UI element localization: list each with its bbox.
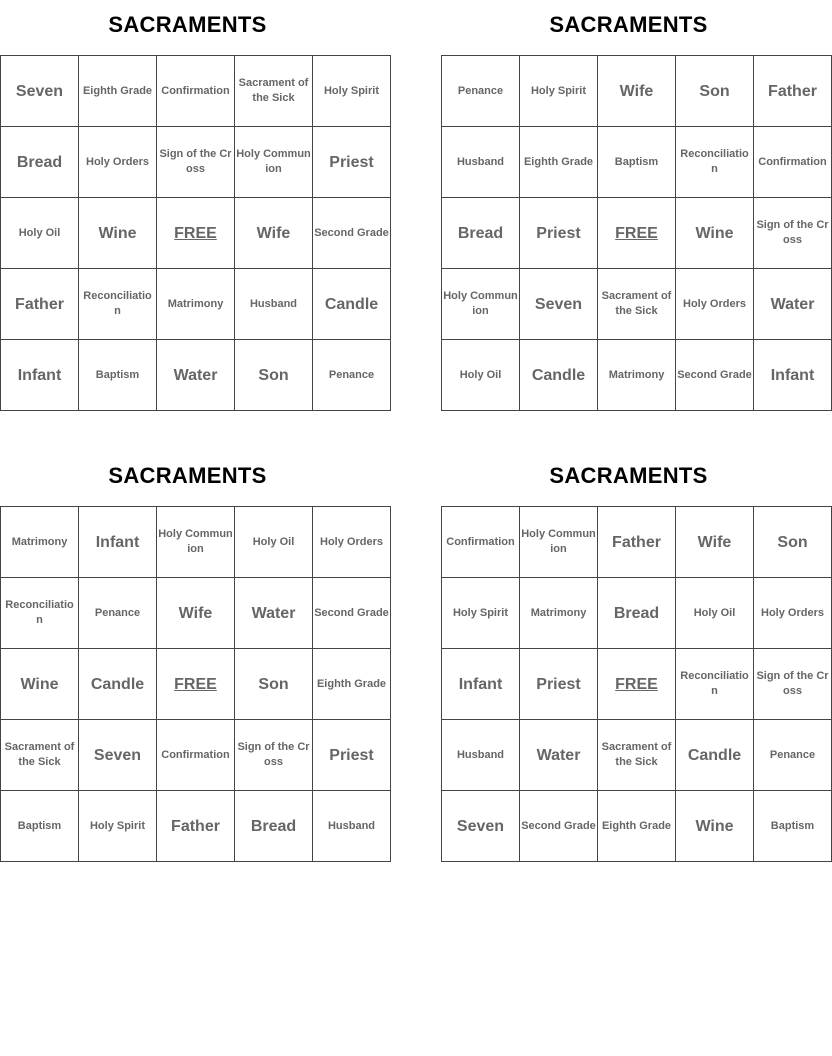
bingo-cell: Father <box>157 791 235 862</box>
grid-row <box>442 649 832 720</box>
bingo-cell: Holy Spirit <box>520 56 598 127</box>
bingo-cell: Husband <box>235 269 313 340</box>
bingo-cell: Second Grade <box>313 198 391 269</box>
bingo-cell: Holy Oil <box>442 340 520 411</box>
bingo-cell: Bread <box>1 127 79 198</box>
bingo-cell: Matrimony <box>520 578 598 649</box>
free-space: FREE <box>157 198 235 269</box>
bingo-cell: Wife <box>598 56 676 127</box>
bingo-cell: Son <box>235 649 313 720</box>
bingo-cell: Second Grade <box>676 340 754 411</box>
grid-row <box>1 507 391 578</box>
bingo-cell: Holy Communion <box>235 127 313 198</box>
bingo-cell: Wife <box>235 198 313 269</box>
bingo-cell: Sign of the Cross <box>235 720 313 791</box>
bingo-cell: Reconciliation <box>676 127 754 198</box>
bingo-cell: Holy Orders <box>79 127 157 198</box>
free-space: FREE <box>598 198 676 269</box>
bingo-cell: Candle <box>520 340 598 411</box>
bingo-cell: Candle <box>313 269 391 340</box>
bingo-cell: Holy Oil <box>676 578 754 649</box>
bingo-grid <box>441 506 832 862</box>
grid-row <box>1 578 391 649</box>
card-title: SACRAMENTS <box>549 12 708 37</box>
bingo-cell: Baptism <box>598 127 676 198</box>
bingo-cell: Candle <box>676 720 754 791</box>
bingo-cell: Holy Orders <box>313 507 391 578</box>
bingo-cell: Sacrament of the Sick <box>1 720 79 791</box>
bingo-cell: Infant <box>79 507 157 578</box>
grid-row <box>1 56 391 127</box>
bingo-cell: Wife <box>157 578 235 649</box>
bingo-cell: Priest <box>313 127 391 198</box>
bingo-cell: Wife <box>676 507 754 578</box>
bingo-cell: Reconciliation <box>676 649 754 720</box>
bingo-cell: Penance <box>754 720 832 791</box>
bingo-cell: Infant <box>1 340 79 411</box>
bingo-cell: Candle <box>79 649 157 720</box>
bingo-cell: Priest <box>520 649 598 720</box>
bingo-cell: Eighth Grade <box>313 649 391 720</box>
bingo-cell: Wine <box>676 198 754 269</box>
bingo-cell: Penance <box>442 56 520 127</box>
bingo-cell: Wine <box>79 198 157 269</box>
bingo-cell: Son <box>754 507 832 578</box>
grid-row <box>442 720 832 791</box>
bingo-cell: Water <box>235 578 313 649</box>
card-title: SACRAMENTS <box>549 463 708 488</box>
card-title: SACRAMENTS <box>108 12 267 37</box>
bingo-cell: Bread <box>442 198 520 269</box>
bingo-cell: Water <box>754 269 832 340</box>
bingo-cell: Reconciliation <box>79 269 157 340</box>
card-title: SACRAMENTS <box>108 463 267 488</box>
bingo-cell: Confirmation <box>157 720 235 791</box>
bingo-cell: Bread <box>598 578 676 649</box>
bingo-cell: Wine <box>676 791 754 862</box>
bingo-cell: Water <box>520 720 598 791</box>
bingo-cell: Infant <box>442 649 520 720</box>
bingo-cell: Baptism <box>1 791 79 862</box>
bingo-cell: Sacrament of the Sick <box>598 720 676 791</box>
bingo-cell: Father <box>598 507 676 578</box>
bingo-cell: Eighth Grade <box>520 127 598 198</box>
bingo-cell: Holy Spirit <box>442 578 520 649</box>
bingo-cell: Holy Spirit <box>79 791 157 862</box>
grid-row <box>1 198 391 269</box>
bingo-cell: Sign of the Cross <box>754 649 832 720</box>
bingo-grid <box>441 55 832 411</box>
bingo-cell: Son <box>676 56 754 127</box>
bingo-cell: Water <box>157 340 235 411</box>
grid-row <box>442 791 832 862</box>
bingo-cell: Infant <box>754 340 832 411</box>
bingo-cell: Matrimony <box>157 269 235 340</box>
bingo-cell: Seven <box>520 269 598 340</box>
bingo-cell: Baptism <box>754 791 832 862</box>
bingo-cell: Seven <box>442 791 520 862</box>
bingo-cell: Confirmation <box>442 507 520 578</box>
bingo-cell: Matrimony <box>598 340 676 411</box>
bingo-cell: Son <box>235 340 313 411</box>
grid-row <box>1 649 391 720</box>
bingo-cell: Priest <box>520 198 598 269</box>
bingo-cell: Holy Communion <box>520 507 598 578</box>
bingo-cell: Confirmation <box>157 56 235 127</box>
bingo-cell: Father <box>754 56 832 127</box>
bingo-cell: Second Grade <box>313 578 391 649</box>
grid-row <box>442 269 832 340</box>
grid-row <box>442 340 832 411</box>
grid-row <box>442 56 832 127</box>
bingo-cell: Eighth Grade <box>79 56 157 127</box>
bingo-cell: Priest <box>313 720 391 791</box>
bingo-cell: Baptism <box>79 340 157 411</box>
bingo-cell: Father <box>1 269 79 340</box>
grid-row <box>1 720 391 791</box>
grid-row <box>442 507 832 578</box>
bingo-cell: Husband <box>442 720 520 791</box>
bingo-cell: Holy Orders <box>754 578 832 649</box>
bingo-cell: Holy Spirit <box>313 56 391 127</box>
bingo-cell: Husband <box>442 127 520 198</box>
bingo-cell: Holy Oil <box>235 507 313 578</box>
grid-row <box>442 198 832 269</box>
bingo-cell: Holy Orders <box>676 269 754 340</box>
free-space: FREE <box>157 649 235 720</box>
bingo-cell: Holy Oil <box>1 198 79 269</box>
bingo-cell: Penance <box>79 578 157 649</box>
bingo-cell: Eighth Grade <box>598 791 676 862</box>
bingo-cell: Reconciliation <box>1 578 79 649</box>
bingo-cell: Wine <box>1 649 79 720</box>
bingo-cell: Holy Communion <box>442 269 520 340</box>
bingo-cell: Seven <box>79 720 157 791</box>
grid-row <box>442 578 832 649</box>
bingo-cell: Sign of the Cross <box>754 198 832 269</box>
bingo-cell: Second Grade <box>520 791 598 862</box>
bingo-cell: Bread <box>235 791 313 862</box>
bingo-cell: Matrimony <box>1 507 79 578</box>
grid-row <box>1 791 391 862</box>
free-space: FREE <box>598 649 676 720</box>
grid-row <box>1 269 391 340</box>
bingo-grid <box>0 55 391 411</box>
bingo-cell: Sacrament of the Sick <box>235 56 313 127</box>
bingo-cell: Husband <box>313 791 391 862</box>
bingo-cell: Seven <box>1 56 79 127</box>
grid-row <box>442 127 832 198</box>
bingo-cell: Penance <box>313 340 391 411</box>
bingo-cell: Sign of the Cross <box>157 127 235 198</box>
grid-row <box>1 340 391 411</box>
bingo-grid <box>0 506 391 862</box>
grid-row <box>1 127 391 198</box>
bingo-cell: Confirmation <box>754 127 832 198</box>
bingo-cell: Holy Communion <box>157 507 235 578</box>
bingo-cell: Sacrament of the Sick <box>598 269 676 340</box>
